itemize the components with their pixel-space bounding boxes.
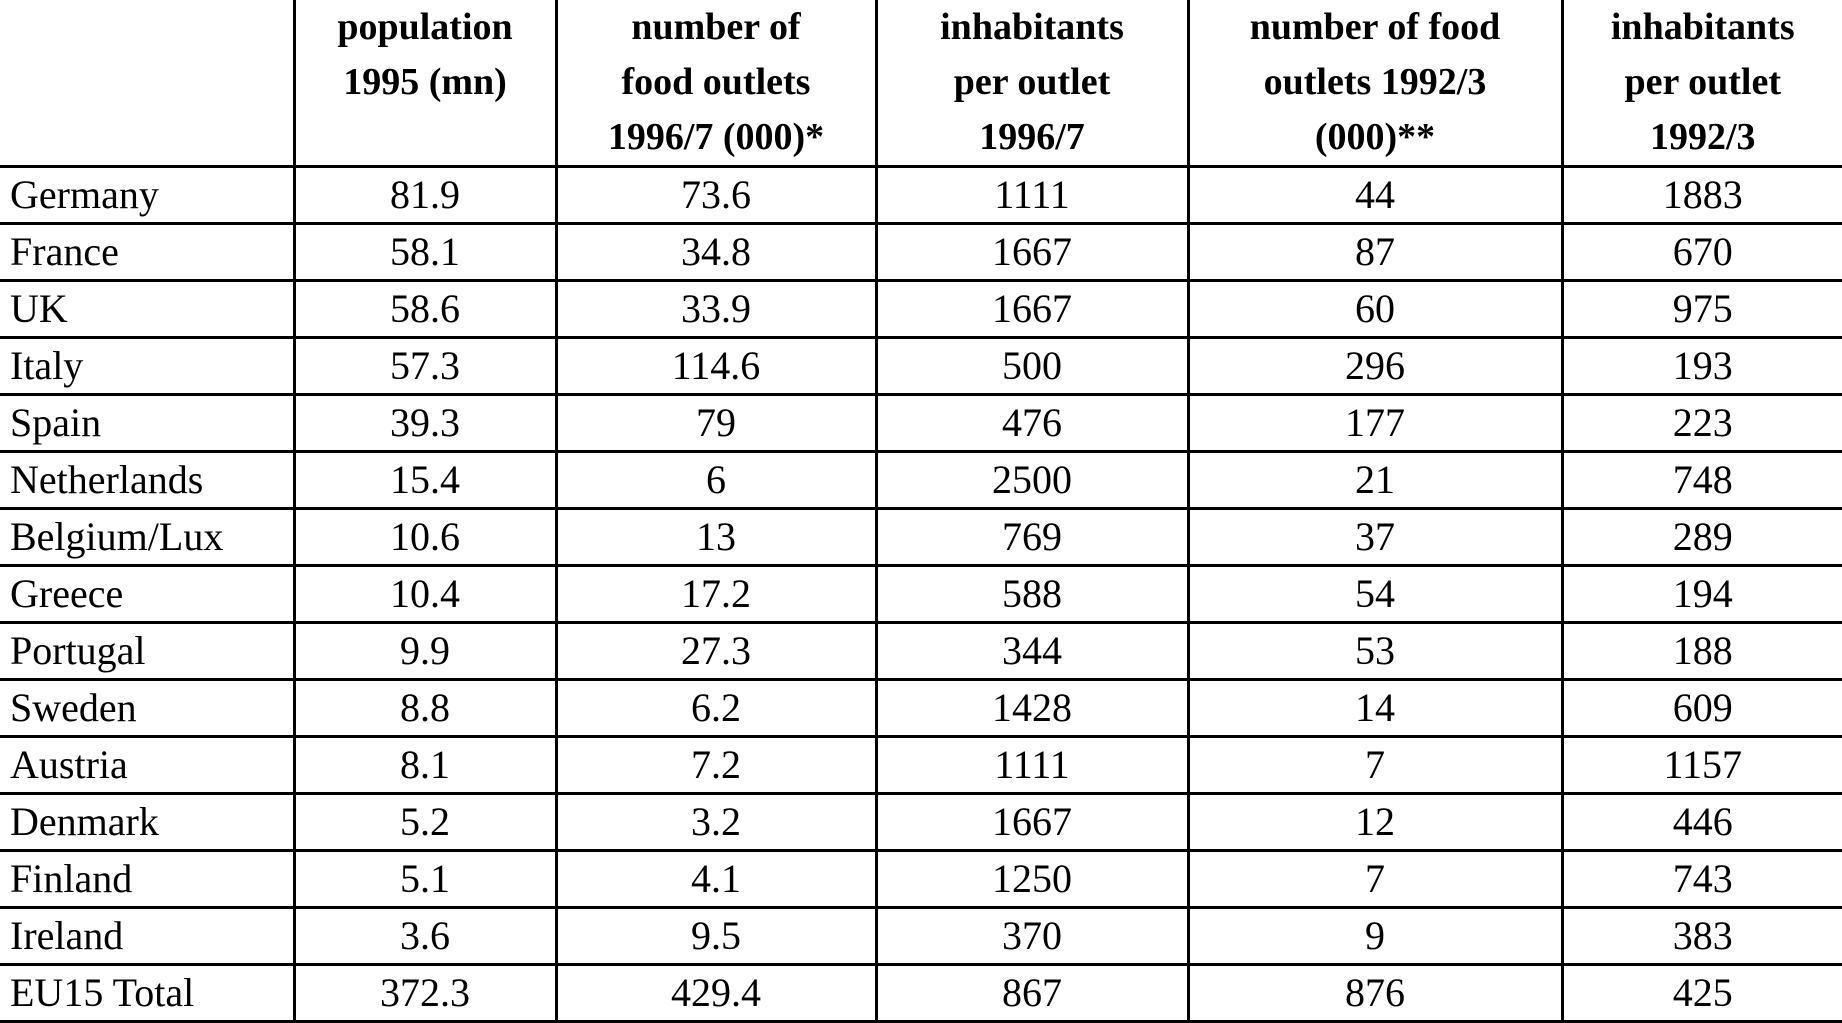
outlets-1996-7-cell: 73.6 (556, 167, 876, 224)
header-inhabitants-per-outlet-1992-3: inhabitants per outlet 1992/3 (1562, 0, 1842, 167)
inhabitants-1996-7-cell: 344 (876, 623, 1188, 680)
table-row (0, 452, 1842, 509)
header-row (0, 0, 1842, 167)
inhabitants-1992-3-cell: 194 (1562, 566, 1842, 623)
table-row (0, 851, 1842, 908)
inhabitants-1996-7-cell: 1667 (876, 794, 1188, 851)
inhabitants-1996-7-cell: 1250 (876, 851, 1188, 908)
header-food-outlets-1992-3: number of food outlets 1992/3 (000)** (1188, 0, 1562, 167)
table-row (0, 509, 1842, 566)
header-corner-cell (0, 0, 294, 167)
header-food-outlets-1996-7: number of food outlets 1996/7 (000)* (556, 0, 876, 167)
population-cell: 5.2 (294, 794, 556, 851)
inhabitants-1992-3-cell: 670 (1562, 224, 1842, 281)
inhabitants-1996-7-cell: 867 (876, 965, 1188, 1022)
table-row (0, 680, 1842, 737)
table-row (0, 623, 1842, 680)
country-cell: Netherlands (0, 452, 294, 509)
country-cell: Portugal (0, 623, 294, 680)
inhabitants-1992-3-cell: 188 (1562, 623, 1842, 680)
country-cell: EU15 Total (0, 965, 294, 1022)
outlets-1992-3-cell: 9 (1188, 908, 1562, 965)
country-cell: Greece (0, 566, 294, 623)
outlets-1996-7-cell: 429.4 (556, 965, 876, 1022)
outlets-1992-3-cell: 296 (1188, 338, 1562, 395)
table-row (0, 395, 1842, 452)
inhabitants-1992-3-cell: 975 (1562, 281, 1842, 338)
country-cell: Austria (0, 737, 294, 794)
country-cell: Finland (0, 851, 294, 908)
population-cell: 58.6 (294, 281, 556, 338)
inhabitants-1996-7-cell: 2500 (876, 452, 1188, 509)
population-cell: 81.9 (294, 167, 556, 224)
outlets-1992-3-cell: 7 (1188, 851, 1562, 908)
table-row (0, 167, 1842, 224)
population-cell: 39.3 (294, 395, 556, 452)
table-row (0, 224, 1842, 281)
inhabitants-1996-7-cell: 476 (876, 395, 1188, 452)
country-cell: UK (0, 281, 294, 338)
outlets-1996-7-cell: 34.8 (556, 224, 876, 281)
population-cell: 5.1 (294, 851, 556, 908)
country-cell: Ireland (0, 908, 294, 965)
header-population-1995: population 1995 (mn) (294, 0, 556, 167)
population-cell: 9.9 (294, 623, 556, 680)
table-row (0, 737, 1842, 794)
population-cell: 58.1 (294, 224, 556, 281)
outlets-1992-3-cell: 14 (1188, 680, 1562, 737)
inhabitants-1992-3-cell: 223 (1562, 395, 1842, 452)
table-row (0, 338, 1842, 395)
outlets-1996-7-cell: 13 (556, 509, 876, 566)
outlets-1996-7-cell: 17.2 (556, 566, 876, 623)
outlets-1996-7-cell: 6 (556, 452, 876, 509)
country-cell: Sweden (0, 680, 294, 737)
population-cell: 10.6 (294, 509, 556, 566)
table-row (0, 794, 1842, 851)
inhabitants-1992-3-cell: 383 (1562, 908, 1842, 965)
country-cell: Belgium/Lux (0, 509, 294, 566)
outlets-1992-3-cell: 44 (1188, 167, 1562, 224)
outlets-1992-3-cell: 7 (1188, 737, 1562, 794)
outlets-1996-7-cell: 9.5 (556, 908, 876, 965)
inhabitants-1992-3-cell: 1157 (1562, 737, 1842, 794)
outlets-1992-3-cell: 37 (1188, 509, 1562, 566)
inhabitants-1996-7-cell: 1428 (876, 680, 1188, 737)
outlets-1992-3-cell: 876 (1188, 965, 1562, 1022)
inhabitants-1996-7-cell: 1111 (876, 737, 1188, 794)
inhabitants-1996-7-cell: 1667 (876, 281, 1188, 338)
country-cell: Germany (0, 167, 294, 224)
inhabitants-1992-3-cell: 609 (1562, 680, 1842, 737)
population-cell: 3.6 (294, 908, 556, 965)
outlets-1996-7-cell: 3.2 (556, 794, 876, 851)
outlets-1996-7-cell: 7.2 (556, 737, 876, 794)
outlets-1992-3-cell: 54 (1188, 566, 1562, 623)
population-cell: 57.3 (294, 338, 556, 395)
country-cell: Italy (0, 338, 294, 395)
population-cell: 8.8 (294, 680, 556, 737)
inhabitants-1996-7-cell: 1667 (876, 224, 1188, 281)
table-row (0, 281, 1842, 338)
population-cell: 372.3 (294, 965, 556, 1022)
outlets-1996-7-cell: 4.1 (556, 851, 876, 908)
inhabitants-1992-3-cell: 193 (1562, 338, 1842, 395)
inhabitants-1992-3-cell: 748 (1562, 452, 1842, 509)
table-row (0, 965, 1842, 1022)
inhabitants-1992-3-cell: 1883 (1562, 167, 1842, 224)
outlets-1992-3-cell: 21 (1188, 452, 1562, 509)
inhabitants-1996-7-cell: 1111 (876, 167, 1188, 224)
inhabitants-1996-7-cell: 500 (876, 338, 1188, 395)
header-inhabitants-per-outlet-1996-7: inhabitants per outlet 1996/7 (876, 0, 1188, 167)
country-cell: Spain (0, 395, 294, 452)
inhabitants-1996-7-cell: 769 (876, 509, 1188, 566)
outlets-1992-3-cell: 60 (1188, 281, 1562, 338)
inhabitants-1992-3-cell: 289 (1562, 509, 1842, 566)
outlets-1996-7-cell: 79 (556, 395, 876, 452)
country-cell: France (0, 224, 294, 281)
outlets-1996-7-cell: 114.6 (556, 338, 876, 395)
outlets-1996-7-cell: 6.2 (556, 680, 876, 737)
inhabitants-1996-7-cell: 370 (876, 908, 1188, 965)
table-row (0, 566, 1842, 623)
outlets-1992-3-cell: 87 (1188, 224, 1562, 281)
outlets-1996-7-cell: 33.9 (556, 281, 876, 338)
population-cell: 10.4 (294, 566, 556, 623)
population-cell: 15.4 (294, 452, 556, 509)
inhabitants-1992-3-cell: 425 (1562, 965, 1842, 1022)
outlets-1996-7-cell: 27.3 (556, 623, 876, 680)
country-cell: Denmark (0, 794, 294, 851)
population-cell: 8.1 (294, 737, 556, 794)
inhabitants-1996-7-cell: 588 (876, 566, 1188, 623)
inhabitants-1992-3-cell: 743 (1562, 851, 1842, 908)
outlets-1992-3-cell: 177 (1188, 395, 1562, 452)
inhabitants-1992-3-cell: 446 (1562, 794, 1842, 851)
table-row (0, 908, 1842, 965)
outlets-1992-3-cell: 53 (1188, 623, 1562, 680)
outlets-1992-3-cell: 12 (1188, 794, 1562, 851)
